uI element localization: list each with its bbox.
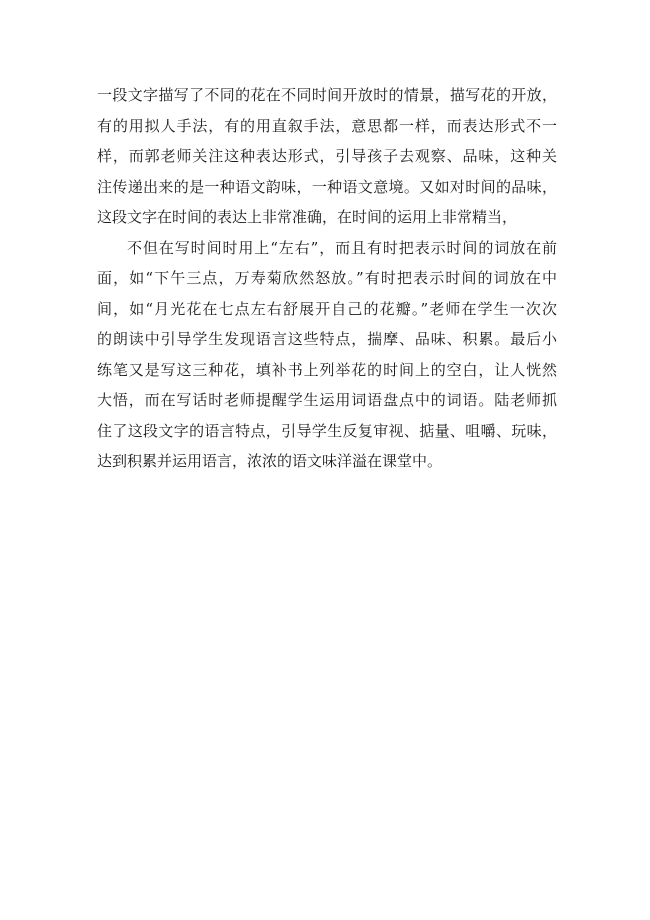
paragraph-1 <box>97 80 557 233</box>
text-line: 有的用拟人手法，有的用直叙手法，意思都一样，而表达形式不一 <box>97 116 557 135</box>
text-line: 这段文字在时间的表达上非常准确，在时间的运用上非常精当， <box>97 208 518 226</box>
text-line: 达到积累并运用语言，浓浓的语文味洋溢在课堂中。 <box>97 452 443 470</box>
text-line: 住了这段文字的语言特点，引导学生反复审视、掂量、咀嚼、玩味， <box>97 421 557 440</box>
text-line: 的朗读中引导学生发现语言这些特点，揣摩、品味、积累。最后小 <box>97 330 557 348</box>
text-line: 一段文字描写了不同的花在不同时间开放时的情景，描写花的开放， <box>97 86 557 104</box>
text-line: 样，而郭老师关注这种表达形式，引导孩子去观察、品味，这种关 <box>97 147 557 165</box>
text-line: 大悟，而在写话时老师提醒学生运用词语盘点中的词语。陆老师抓 <box>97 391 557 409</box>
document-body <box>97 80 557 477</box>
text-line: 面，如“下午三点，万寿菊欣然怒放。”有时把表示时间的词放在中 <box>97 269 557 287</box>
text-line: 注传递出来的是一种语文韵味，一种语文意境。又如对时间的品味， <box>97 177 557 196</box>
text-line: 不但在写时间时用上“左右”，而且有时把表示时间的词放在前 <box>127 238 557 257</box>
text-line: 间，如“月光花在七点左右舒展开自己的花瓣。”老师在学生一次次 <box>97 299 557 318</box>
paragraph-2 <box>97 233 557 477</box>
text-line: 练笔又是写这三种花，填补书上列举花的时间上的空白，让人恍然 <box>97 360 557 379</box>
